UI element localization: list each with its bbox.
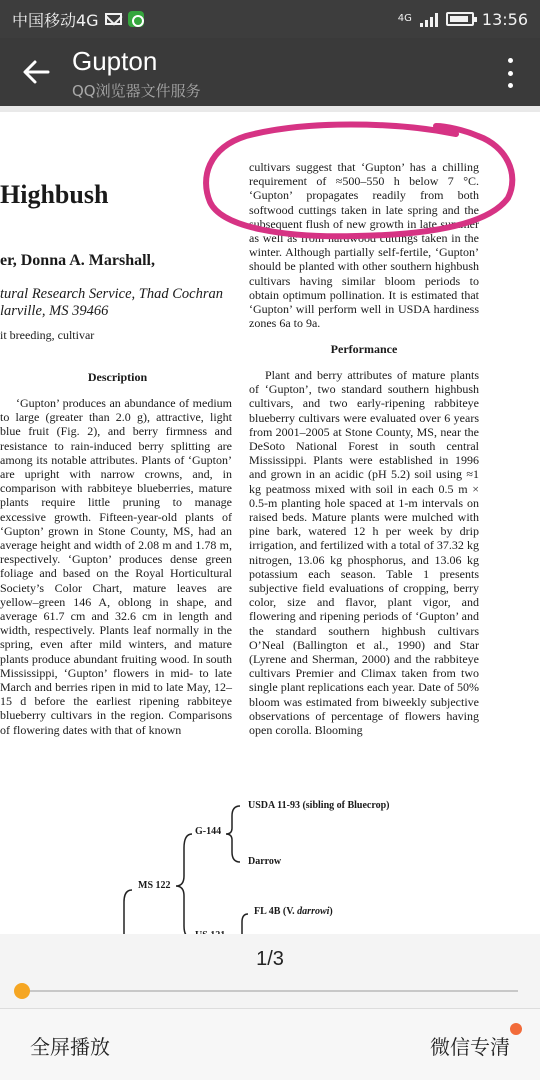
- affiliation-line: tural Research Service, Thad Cochran: [0, 286, 223, 302]
- doc-affiliation: [0, 286, 223, 320]
- page-title: Gupton: [72, 46, 158, 76]
- doc-title: Highbush: [0, 180, 109, 209]
- page-subtitle: QQ浏览器文件服务: [72, 82, 201, 100]
- pedigree-ms122: MS 122: [138, 880, 171, 891]
- affiliation-line: larville, MS 39466: [0, 303, 109, 319]
- back-button[interactable]: [20, 56, 52, 88]
- page-number: 1/3: [256, 948, 284, 970]
- pedigree-diagram: [0, 792, 540, 942]
- status-left: [12, 8, 144, 31]
- status-bar: [0, 0, 540, 38]
- performance-text: Plant and berry attributes of mature plants of ‘Gupton’, two standard southern highbush cultivars, and two early-ripening rabbiteye blueberry cultivars were evaluated over 6 years from 2001–2005 at Stone County, MS, near the DeSoto National Forest in south central Mississippi. Plants were established in 1996 and grown in an acidic (pH 5.2) soil using ≈1 kg peatmoss mixed with soil in each 0.5 m × 0.5-m planting hole spaced at 1-m intervals on raised beds. Mature plants were mulched with pine bark, watered 12 h per week by drip irrigation, and fertilized with a total of 37.32 kg nitrogen, 13.06 kg phosphorus, and 13.06 kg potassium each season. Table 1 presents subjective field evaluations of cropping, berry color, size and flavor, plant vigor, and flowering and ripening periods of ‘Gupton’ and the standard southern highbush cultivars O’Neal (Ballington et al., 1990) and Star (Lyrene and Sherman, 2000) and the rabbiteye cultivars Premier and Climax taken from two single plant replications each year. Date of 50% bloom was estimated from biweekly subjective observations of percentage of flowers having open corolla. Blooming: [249, 368, 479, 738]
- page-slider-track[interactable]: [22, 990, 518, 992]
- performance-column: [249, 368, 479, 737]
- status-right: [398, 10, 528, 29]
- performance-heading: Performance: [330, 342, 398, 356]
- mail-icon: [105, 13, 122, 25]
- signal-icon: [420, 11, 438, 27]
- back-arrow-icon: [20, 56, 52, 88]
- wechat-notification-icon: [128, 11, 144, 27]
- pedigree-darrow: Darrow: [248, 856, 282, 867]
- pedigree-usda: USDA 11-93 (sibling of Bluecrop): [248, 800, 390, 811]
- doc-authors: er, Donna A. Marshall,: [0, 252, 155, 269]
- bottom-bar: [0, 1008, 540, 1080]
- clock: 13:56: [481, 9, 528, 29]
- pedigree-g144: G-144: [195, 826, 222, 837]
- pedigree-lines: [0, 792, 540, 942]
- pedigree-fl4b: FL 4B (V. darrowi): [254, 906, 333, 917]
- app-bar: [0, 38, 540, 106]
- more-options-button[interactable]: [498, 56, 522, 90]
- carrier-label: 中国移动4G: [12, 10, 99, 30]
- network-type: 4G: [397, 13, 412, 24]
- fullscreen-play-button[interactable]: 全屏播放: [30, 1035, 110, 1059]
- wechat-clean-button[interactable]: 微信专清: [430, 1035, 510, 1059]
- description-text: ‘Gupton’ produces an abundance of medium to large (greater than 2.0 g), attractive, light blue fruit (Fig. 2), and berry firmness and resistance to rain-induced berry splitting are among its notable attributes. Plants of ‘Gupton’ are upright with narrow crowns, and, in comparison with rabbiteye blueberries, mature plants require little pruning to manage excessive growth. Fifteen-year-old plants of ‘Gupton’ grown in Stone County, MS, had an average height and width of 2.08 m and 1.78 m, respectively. ‘Gupton’ produces dense green foliage and based on the Royal Horticultural Society’s Color Chart, mature leaves are yellow–green 146 A, oblong in shape, and average 61.7 cm and 32.6 cm in length and width, respectively. Plants leaf normally in the spring, even after mild winters, and mature plants produce abundant fruiting wood. In south Mississippi, ‘Gupton’ flowers in mid- to late March and berries ripen in mid to late May, 12–15 d before the earliest ripening rabbiteye blueberry cultivars in the region. Comparisons of flowering dates with that of known: [0, 396, 232, 737]
- right-column-top: [249, 160, 479, 330]
- page-slider-thumb[interactable]: [14, 983, 30, 999]
- document-viewer[interactable]: [0, 112, 540, 934]
- right-column-top-text: cultivars suggest that ‘Gupton’ has a chilling requirement of ≈500–550 h below 7 °C. ‘Gupton’ propagates readily from both softwood cuttings taken in late spring and the subsequent flush of new growth in late summer as well as from hardwood cuttings taken in the winter. Although partially self-fertile, ‘Gupton’ should be planted with other southern highbush cultivars having similar bloom periods to obtain optimum pollination. It is estimated that ‘Gupton’ will perform well in USDA hardiness zones 6a to 9a.: [249, 160, 479, 331]
- description-heading: Description: [87, 370, 148, 384]
- doc-keywords: it breeding, cultivar: [0, 328, 95, 342]
- description-column: [0, 396, 232, 737]
- more-vert-icon: [508, 58, 513, 63]
- notification-dot-icon: [510, 1023, 522, 1035]
- battery-icon: [446, 12, 474, 26]
- page-indicator-panel: [0, 934, 540, 1008]
